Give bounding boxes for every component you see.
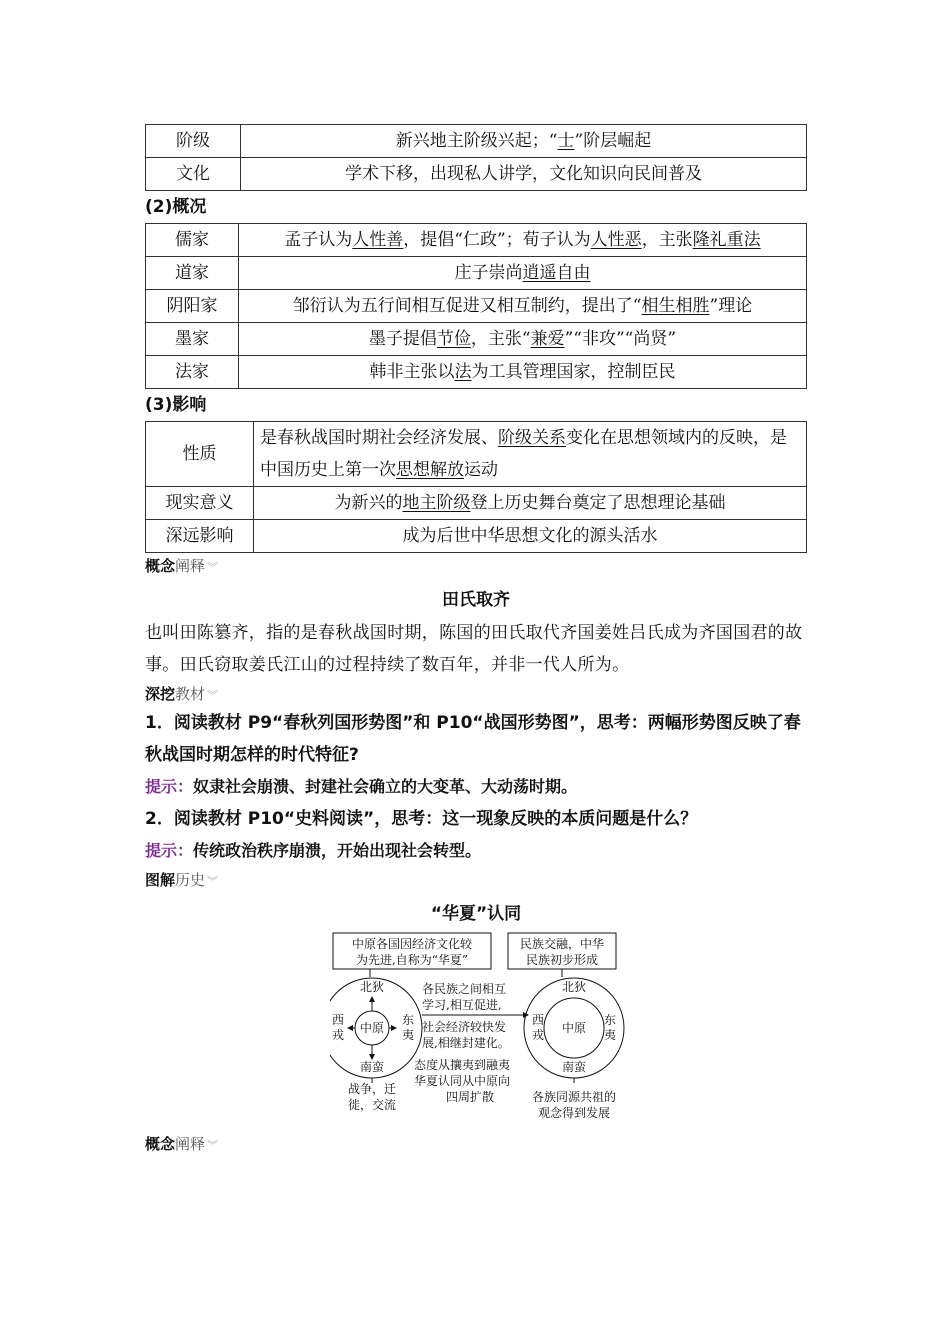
bottom-right-1: 各族同源共祖的 xyxy=(531,1090,617,1104)
table-row xyxy=(146,257,807,290)
row-value: 孟子认为人性善，提倡“仁政”；荀子认为人性恶，主张隆礼重法 xyxy=(239,224,807,257)
left-north: 北狄 xyxy=(359,980,385,994)
table-row xyxy=(146,487,807,520)
row-key: 阶级 xyxy=(146,125,241,158)
question-1: 1．阅读教材 P9“春秋列国形势图”和 P10“战国形势图”，思考：两幅形势图反映了春秋战国时期怎样的时代特征? xyxy=(145,713,801,765)
concept-body: 也叫田陈篡齐，指的是春秋战国时期，陈国的田氏取代齐国姜姓吕氏成为齐国国君的故事。田氏窃取姜氏江山的过程持续了数百年，并非一代人所为。 xyxy=(145,623,803,675)
row-value: 韩非主张以法为工具管理国家，控制臣民 xyxy=(239,356,807,389)
row-value: 学术下移，出现私人讲学，文化知识向民间普及 xyxy=(241,158,807,191)
chart-history-tag: 图解历史 ︾ xyxy=(145,871,219,889)
chevron-down-icon: ︾ xyxy=(207,561,219,574)
dig-textbook-tag: 深挖教材 ︾ xyxy=(145,685,219,703)
box-left-line-1: 中原各国因经济文化较 xyxy=(351,937,473,951)
left-west-2: 戎 xyxy=(331,1028,345,1042)
right-south: 南蛮 xyxy=(561,1060,587,1074)
row-key: 性质 xyxy=(146,422,254,487)
table-row xyxy=(146,356,807,389)
row-key: 阴阳家 xyxy=(146,290,239,323)
table-row xyxy=(146,158,807,191)
influence-table xyxy=(145,421,807,553)
row-value: 为新兴的地主阶级登上历史舞台奠定了思想理论基础 xyxy=(254,487,807,520)
row-value: 邹衍认为五行间相互促进又相互制约，提出了“相生相胜”理论 xyxy=(239,290,807,323)
concept-title: 田氏取齐 xyxy=(442,590,510,610)
chevron-down-icon: ︾ xyxy=(207,689,219,702)
row-key: 法家 xyxy=(146,356,239,389)
row-value: 庄子崇尚逍遥自由 xyxy=(239,257,807,290)
diagram-title: “华夏”认同 xyxy=(430,904,522,924)
left-east-1: 东 xyxy=(401,1013,415,1027)
row-key: 儒家 xyxy=(146,224,239,257)
right-center: 中原 xyxy=(561,1021,587,1035)
row-value: 是春秋战国时期社会经济发展、阶级关系变化在思想领域内的反映，是中国历史上第一次思想解放运动 xyxy=(254,422,807,487)
left-west-1: 西 xyxy=(331,1013,345,1027)
mid-bottom-1: 社会经济较快发 xyxy=(422,1020,507,1034)
bottom-mid-3: 四周扩散 xyxy=(445,1090,495,1104)
mid-top-2: 学习,相互促进, xyxy=(422,998,502,1012)
huaxia-diagram xyxy=(145,931,807,1131)
table-row xyxy=(146,125,807,158)
concept-tag: 概念阐释 ︾ xyxy=(145,557,219,575)
box-left-line-2: 为先进,自称为“华夏” xyxy=(355,953,469,967)
row-key: 深远影响 xyxy=(146,520,254,553)
table-row xyxy=(146,290,807,323)
left-south: 南蛮 xyxy=(359,1060,385,1074)
influence-heading: (3)影响 xyxy=(145,395,207,415)
table-row xyxy=(146,224,807,257)
row-key: 墨家 xyxy=(146,323,239,356)
chevron-down-icon: ︾ xyxy=(207,1139,219,1152)
hint-1: 提示：奴隶社会崩溃、封建社会确立的大变革、大动荡时期。 xyxy=(145,777,578,796)
chevron-down-icon: ︾ xyxy=(207,875,219,888)
box-right-line-2: 民族初步形成 xyxy=(525,953,599,967)
row-key: 现实意义 xyxy=(146,487,254,520)
right-west-2: 戎 xyxy=(531,1028,545,1042)
mid-bottom-2: 展,相继封建化。 xyxy=(422,1036,510,1050)
bottom-mid-1: 态度从攘夷到融夷 xyxy=(414,1058,511,1072)
row-key: 文化 xyxy=(146,158,241,191)
row-value: 新兴地主阶级兴起；“士”阶层崛起 xyxy=(241,125,807,158)
hint-2: 提示：传统政治秩序崩溃，开始出现社会转型。 xyxy=(145,841,482,860)
bottom-left-2: 徙，交流 xyxy=(347,1098,397,1112)
schools-table xyxy=(145,223,807,389)
left-east-2: 夷 xyxy=(401,1028,415,1042)
overview-heading: (2)概况 xyxy=(145,197,207,217)
mid-top-1: 各民族之间相互 xyxy=(422,982,507,996)
left-center: 中原 xyxy=(359,1021,385,1035)
concept-tag-2: 概念阐释 ︾ xyxy=(145,1135,219,1153)
bottom-mid-2: 华夏认同从中原向 xyxy=(414,1074,511,1088)
box-right-line-1: 民族交融，中华 xyxy=(519,937,605,951)
bottom-right-2: 观念得到发展 xyxy=(537,1106,611,1120)
table-row xyxy=(146,422,807,487)
table-row xyxy=(146,520,807,553)
row-value: 成为后世中华思想文化的源头活水 xyxy=(254,520,807,553)
right-west-1: 西 xyxy=(531,1013,545,1027)
row-value: 墨子提倡节俭，主张“兼爱”“非攻”“尚贤” xyxy=(239,323,807,356)
row-key: 道家 xyxy=(146,257,239,290)
right-north: 北狄 xyxy=(561,980,587,994)
society-table xyxy=(145,124,807,191)
right-east-1: 东 xyxy=(603,1013,617,1027)
bottom-left-1: 战争，迁 xyxy=(347,1082,397,1096)
page-content xyxy=(145,124,807,1157)
question-2: 2．阅读教材 P10“史料阅读”，思考：这一现象反映的本质问题是什么？ xyxy=(145,809,698,829)
table-row xyxy=(146,323,807,356)
right-east-2: 夷 xyxy=(603,1028,617,1042)
